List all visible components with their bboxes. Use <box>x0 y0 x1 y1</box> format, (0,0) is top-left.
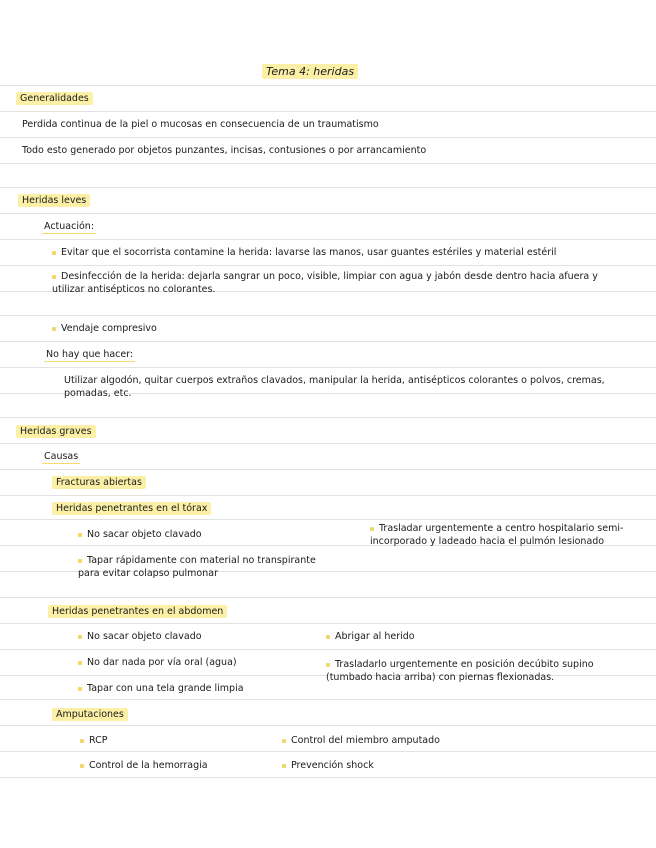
heading-text: Amputaciones <box>52 708 128 721</box>
list-item <box>52 322 157 335</box>
heading-text: Generalidades <box>16 92 93 105</box>
item-text: Desinfección de la herida: dejarla sangrar un poco, visible, limpiar con agua y jabón desde dentro hacia afuera y utilizar antisépticos no colorantes. <box>52 271 598 295</box>
bullet-icon <box>52 327 56 331</box>
no-hacer-label <box>44 348 135 361</box>
abdomen-heading <box>48 605 227 618</box>
list-item <box>80 734 108 747</box>
page-title-text: Tema 4: heridas <box>262 64 358 79</box>
item-text: No sacar objeto clavado <box>87 631 202 642</box>
item-text: Vendaje compresivo <box>61 323 157 334</box>
list-item <box>78 528 202 541</box>
actuacion-label <box>42 220 96 233</box>
item-text: Evitar que el socorrista contamine la herida: lavarse las manos, usar guantes estériles y material estéril <box>61 247 557 258</box>
list-item <box>282 759 374 772</box>
heading-text: Heridas penetrantes en el tórax <box>52 502 211 515</box>
bullet-icon <box>78 559 82 563</box>
section-heading-graves <box>16 425 96 438</box>
list-item <box>52 246 556 259</box>
item-text: No dar nada por vía oral (agua) <box>87 657 237 668</box>
bullet-icon <box>52 251 56 255</box>
item-text: Trasladarlo urgentemente en posición decúbito supino (tumbado hacia arriba) con piernas flexionadas. <box>326 659 594 683</box>
item-text: Control de la hemorragia <box>89 760 208 771</box>
item-text: Tapar con una tela grande limpia <box>87 683 244 694</box>
bullet-icon <box>78 661 82 665</box>
list-item <box>78 554 328 580</box>
item-text: RCP <box>89 735 108 746</box>
section-heading-leves <box>18 194 90 207</box>
definition-line: Perdida continua de la piel o mucosas en consecuencia de un traumatismo <box>22 119 379 130</box>
list-item <box>78 630 202 643</box>
page-title <box>262 65 358 78</box>
heading-text: Fracturas abiertas <box>52 476 146 489</box>
list-item <box>370 522 632 548</box>
list-item <box>80 759 208 772</box>
list-item <box>282 734 440 747</box>
list-item <box>78 656 237 669</box>
label-text: Causas <box>44 451 79 462</box>
item-text: No sacar objeto clavado <box>87 529 202 540</box>
bullet-icon <box>326 663 330 667</box>
torax-heading <box>52 502 211 515</box>
bullet-icon <box>78 533 82 537</box>
bullet-icon <box>80 764 84 768</box>
item-text: Abrigar al herido <box>335 631 415 642</box>
list-item <box>52 270 632 296</box>
list-item <box>78 682 244 695</box>
list-item <box>326 630 415 643</box>
bullet-icon <box>282 764 286 768</box>
bullet-icon <box>282 739 286 743</box>
item-text: Control del miembro amputado <box>291 735 440 746</box>
bullet-icon <box>370 527 374 531</box>
causas-label <box>42 450 80 463</box>
amputaciones-heading <box>52 708 128 721</box>
label-text: Actuación: <box>44 221 95 232</box>
bullet-icon <box>78 635 82 639</box>
heading-text: Heridas penetrantes en el abdomen <box>48 605 227 618</box>
item-text: Trasladar urgentemente a centro hospitalario semi-incorporado y ladeado hacia el pulmón lesionado <box>370 523 624 547</box>
bullet-icon <box>52 275 56 279</box>
bullet-icon <box>78 687 82 691</box>
heading-text: Heridas leves <box>18 194 90 207</box>
section-heading-generalidades <box>16 92 93 105</box>
item-text: Tapar rápidamente con material no transpirante para evitar colapso pulmonar <box>78 555 316 579</box>
fracturas-heading <box>52 476 146 489</box>
bullet-icon <box>326 635 330 639</box>
origin-line: Todo esto generado por objetos punzantes, incisas, contusiones o por arrancamiento <box>22 145 427 156</box>
bullet-icon <box>80 739 84 743</box>
item-text: Prevención shock <box>291 760 374 771</box>
list-item <box>326 658 632 684</box>
label-text: No hay que hacer: <box>46 349 134 360</box>
no-hacer-text: Utilizar algodón, quitar cuerpos extraños clavados, manipular la herida, antisépticos colorantes o polvos, cremas, pomadas, etc. <box>64 375 605 399</box>
heading-text: Heridas graves <box>16 425 96 438</box>
